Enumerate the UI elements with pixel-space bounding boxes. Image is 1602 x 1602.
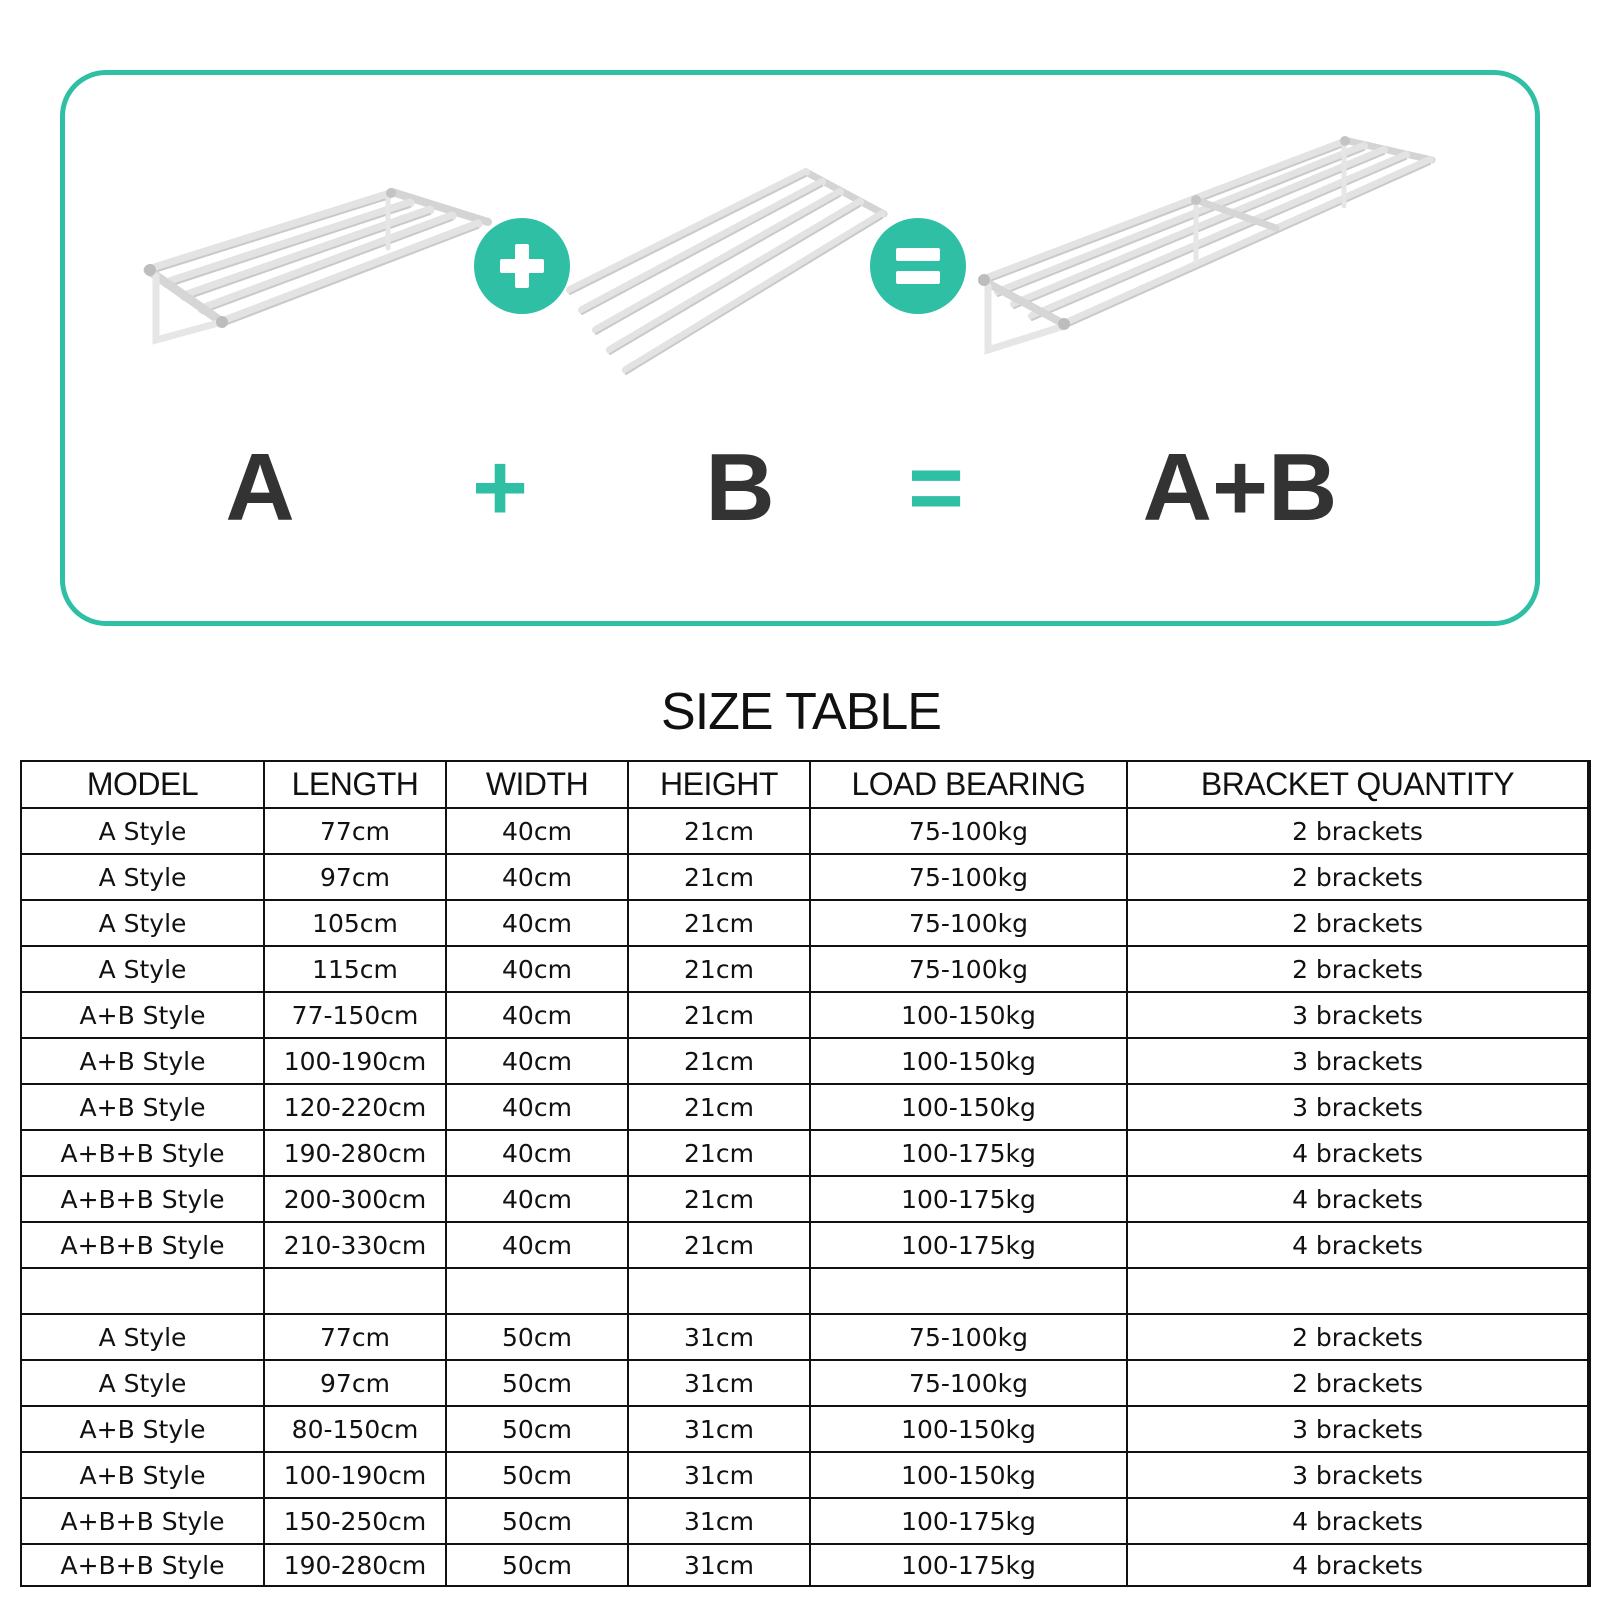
table-row: [21, 1176, 1589, 1222]
cell-height: 21cm: [628, 1222, 810, 1268]
cell-load-bearing: [810, 1268, 1127, 1314]
table-row: [21, 1544, 1589, 1586]
table-header-row: [21, 761, 1589, 808]
table-row: [21, 1360, 1589, 1406]
cell-height: 21cm: [628, 1176, 810, 1222]
cell-load-bearing: 100-175kg: [810, 1222, 1127, 1268]
cell-bracket-quantity: 2 brackets: [1127, 1360, 1589, 1406]
cell-height: 31cm: [628, 1498, 810, 1544]
cell-bracket-quantity: 2 brackets: [1127, 854, 1589, 900]
cell-load-bearing: 75-100kg: [810, 854, 1127, 900]
cell-model: A+B Style: [21, 1406, 264, 1452]
cell-bracket-quantity: 3 brackets: [1127, 1406, 1589, 1452]
cell-bracket-quantity: 4 brackets: [1127, 1498, 1589, 1544]
cell-width: 40cm: [446, 1038, 628, 1084]
cell-height: 31cm: [628, 1314, 810, 1360]
cell-height: 21cm: [628, 808, 810, 854]
table-row: [21, 1498, 1589, 1544]
cell-width: 50cm: [446, 1498, 628, 1544]
cell-model: A+B Style: [21, 1038, 264, 1084]
cell-model: A+B+B Style: [21, 1222, 264, 1268]
cell-bracket-quantity: 3 brackets: [1127, 992, 1589, 1038]
table-row: [21, 1314, 1589, 1360]
formula-b-label: B: [705, 434, 775, 541]
cell-length: 210-330cm: [264, 1222, 446, 1268]
formula-equals-sign: =: [907, 434, 965, 541]
shelf-b-image: [570, 172, 884, 374]
table-row: [21, 1268, 1589, 1314]
table-row: [21, 1406, 1589, 1452]
table-row: [21, 854, 1589, 900]
cell-load-bearing: 100-150kg: [810, 1452, 1127, 1498]
cell-model: [21, 1268, 264, 1314]
cell-width: 50cm: [446, 1452, 628, 1498]
cell-width: 50cm: [446, 1314, 628, 1360]
table-row: [21, 808, 1589, 854]
cell-height: 21cm: [628, 1130, 810, 1176]
cell-model: A+B+B Style: [21, 1176, 264, 1222]
cell-model: A Style: [21, 900, 264, 946]
cell-length: 97cm: [264, 1360, 446, 1406]
cell-model: A+B+B Style: [21, 1130, 264, 1176]
cell-bracket-quantity: 2 brackets: [1127, 1314, 1589, 1360]
cell-load-bearing: 100-175kg: [810, 1176, 1127, 1222]
cell-length: 77cm: [264, 1314, 446, 1360]
cell-length: 80-150cm: [264, 1406, 446, 1452]
cell-width: 50cm: [446, 1544, 628, 1586]
cell-load-bearing: 100-150kg: [810, 1038, 1127, 1084]
formula-plus-sign: +: [471, 434, 529, 541]
table-row: [21, 992, 1589, 1038]
cell-width: 40cm: [446, 900, 628, 946]
table-body: [21, 808, 1589, 1586]
cell-length: 77-150cm: [264, 992, 446, 1038]
cell-length: 97cm: [264, 854, 446, 900]
cell-bracket-quantity: 4 brackets: [1127, 1222, 1589, 1268]
cell-width: 40cm: [446, 1222, 628, 1268]
header-load-bearing: LOAD BEARING: [810, 761, 1127, 808]
cell-model: A+B Style: [21, 1084, 264, 1130]
cell-model: A Style: [21, 946, 264, 992]
cell-length: 190-280cm: [264, 1130, 446, 1176]
equals-circle-icon: [870, 218, 966, 314]
cell-bracket-quantity: 3 brackets: [1127, 1084, 1589, 1130]
cell-model: A+B Style: [21, 1452, 264, 1498]
cell-width: 40cm: [446, 854, 628, 900]
cell-height: 21cm: [628, 1084, 810, 1130]
cell-length: 100-190cm: [264, 1038, 446, 1084]
cell-height: 31cm: [628, 1360, 810, 1406]
header-width: WIDTH: [446, 761, 628, 808]
cell-model: A+B Style: [21, 992, 264, 1038]
cell-bracket-quantity: 3 brackets: [1127, 1452, 1589, 1498]
cell-length: 150-250cm: [264, 1498, 446, 1544]
cell-bracket-quantity: 4 brackets: [1127, 1176, 1589, 1222]
cell-load-bearing: 75-100kg: [810, 900, 1127, 946]
cell-load-bearing: 100-150kg: [810, 1406, 1127, 1452]
cell-height: 31cm: [628, 1452, 810, 1498]
header-height: HEIGHT: [628, 761, 810, 808]
cell-length: 200-300cm: [264, 1176, 446, 1222]
cell-load-bearing: 75-100kg: [810, 946, 1127, 992]
formula-result-label: A+B: [1142, 434, 1338, 541]
cell-model: A Style: [21, 808, 264, 854]
shelf-illustration: [0, 0, 1602, 640]
cell-bracket-quantity: [1127, 1268, 1589, 1314]
shelf-a-plus-b-image: [978, 136, 1432, 350]
cell-bracket-quantity: 3 brackets: [1127, 1038, 1589, 1084]
cell-bracket-quantity: 4 brackets: [1127, 1130, 1589, 1176]
cell-load-bearing: 100-175kg: [810, 1130, 1127, 1176]
header-bracket-quantity: BRACKET QUANTITY: [1127, 761, 1589, 808]
cell-height: 21cm: [628, 992, 810, 1038]
table-row: [21, 946, 1589, 992]
cell-length: 190-280cm: [264, 1544, 446, 1586]
cell-length: 100-190cm: [264, 1452, 446, 1498]
cell-length: 105cm: [264, 900, 446, 946]
cell-load-bearing: 100-150kg: [810, 992, 1127, 1038]
cell-bracket-quantity: 2 brackets: [1127, 808, 1589, 854]
header-length: LENGTH: [264, 761, 446, 808]
cell-model: A Style: [21, 1314, 264, 1360]
cell-height: 31cm: [628, 1544, 810, 1586]
cell-model: A+B+B Style: [21, 1498, 264, 1544]
size-table: [20, 760, 1591, 1587]
cell-load-bearing: 100-175kg: [810, 1544, 1127, 1586]
cell-height: 21cm: [628, 900, 810, 946]
cell-load-bearing: 100-150kg: [810, 1084, 1127, 1130]
cell-width: 40cm: [446, 946, 628, 992]
table-row: [21, 1130, 1589, 1176]
table-row: [21, 1222, 1589, 1268]
cell-length: 115cm: [264, 946, 446, 992]
cell-load-bearing: 75-100kg: [810, 1314, 1127, 1360]
cell-width: 50cm: [446, 1360, 628, 1406]
shelf-a-image: [144, 188, 488, 340]
cell-load-bearing: 100-175kg: [810, 1498, 1127, 1544]
cell-bracket-quantity: 2 brackets: [1127, 900, 1589, 946]
cell-width: 50cm: [446, 1406, 628, 1452]
cell-height: 21cm: [628, 1038, 810, 1084]
cell-width: 40cm: [446, 1084, 628, 1130]
cell-width: [446, 1268, 628, 1314]
cell-height: 21cm: [628, 946, 810, 992]
cell-model: A Style: [21, 1360, 264, 1406]
cell-length: 77cm: [264, 808, 446, 854]
cell-length: 120-220cm: [264, 1084, 446, 1130]
header-model: MODEL: [21, 761, 264, 808]
table-row: [21, 900, 1589, 946]
cell-width: 40cm: [446, 1176, 628, 1222]
cell-width: 40cm: [446, 992, 628, 1038]
cell-width: 40cm: [446, 1130, 628, 1176]
table-row: [21, 1084, 1589, 1130]
cell-bracket-quantity: 4 brackets: [1127, 1544, 1589, 1586]
table-row: [21, 1038, 1589, 1084]
cell-bracket-quantity: 2 brackets: [1127, 946, 1589, 992]
size-table-title: SIZE TABLE: [661, 683, 941, 741]
cell-model: A+B+B Style: [21, 1544, 264, 1586]
cell-height: 21cm: [628, 854, 810, 900]
table-row: [21, 1452, 1589, 1498]
cell-height: 31cm: [628, 1406, 810, 1452]
cell-model: A Style: [21, 854, 264, 900]
plus-circle-icon: [474, 218, 570, 314]
cell-length: [264, 1268, 446, 1314]
cell-width: 40cm: [446, 808, 628, 854]
cell-load-bearing: 75-100kg: [810, 1360, 1127, 1406]
cell-height: [628, 1268, 810, 1314]
formula-a-label: A: [225, 434, 295, 541]
cell-load-bearing: 75-100kg: [810, 808, 1127, 854]
